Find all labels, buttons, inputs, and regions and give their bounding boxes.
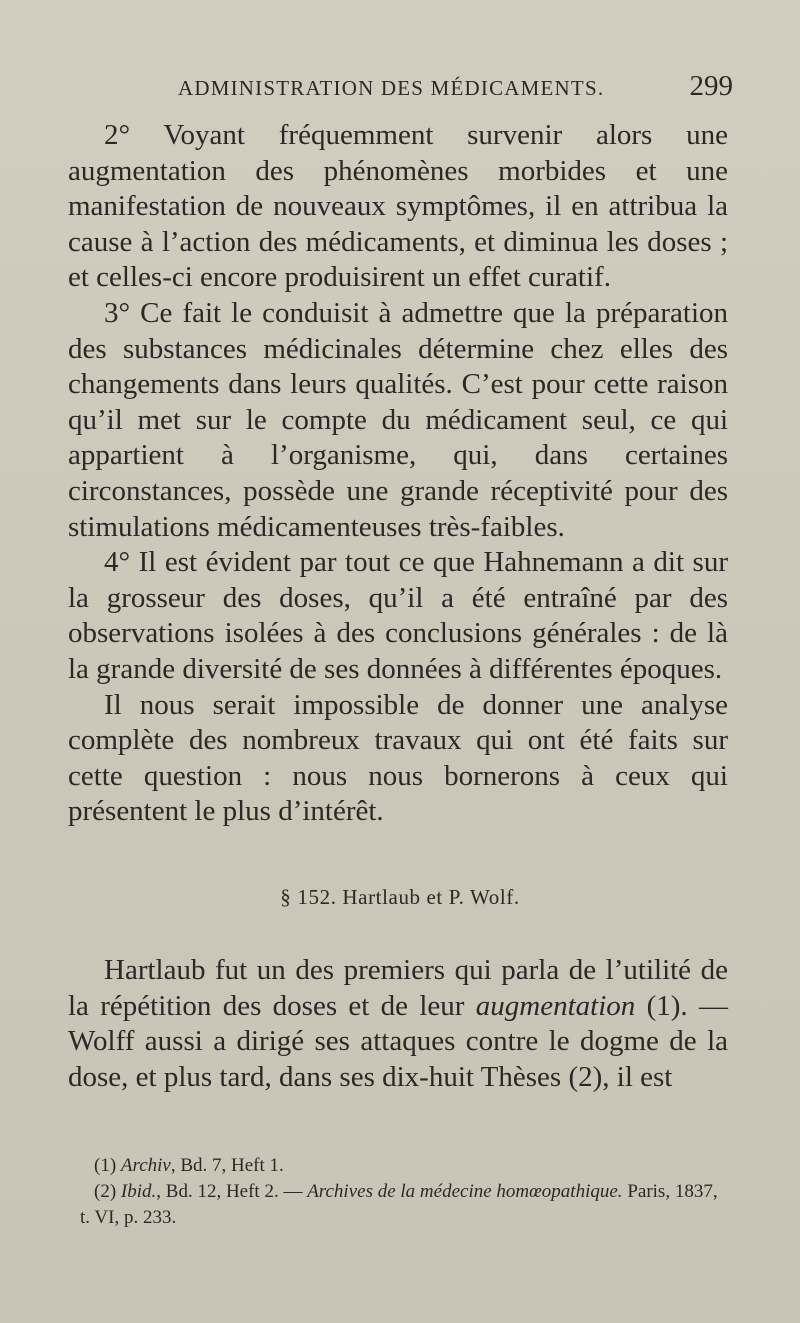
paragraph-text: Hartlaub fut un des premiers qui parla de l’utilité de la répétition des doses et de leur: [68, 954, 728, 1022]
footnotes: [80, 1153, 730, 1231]
footnote-title: Archiv: [120, 1155, 171, 1176]
footnote-journal: Archives de la médecine homœopathique.: [307, 1181, 623, 1202]
main-text: [68, 118, 728, 830]
footnote-text: , Bd. 7, Heft 1.: [170, 1155, 284, 1176]
emphasis: augmentation: [475, 989, 636, 1022]
page-header: [178, 70, 733, 103]
page-number: 299: [689, 70, 733, 102]
section-title: 152. Hartlaub et P. Wolf.: [297, 885, 520, 909]
footnote: [80, 1179, 730, 1231]
footnote-marker: (1): [94, 1155, 117, 1176]
section-symbol: §: [280, 885, 292, 909]
footnote-marker: (2): [94, 1181, 117, 1202]
paragraph-text: (1). — Wolff aussi a dirigé ses attaques contre le dogme de la dose, et plus tard, dans ses dix-huit Thèses (2), il est: [68, 989, 728, 1093]
section-heading: [0, 885, 800, 910]
paragraph: Il nous serait impossible de donner une analyse complète des nombreux travaux qui ont été faits sur cette question : nous nous bornerons à ceux qui présentent le plus d’intérêt.: [68, 688, 728, 828]
footnote-title: Ibid.: [120, 1181, 157, 1202]
paragraph: [68, 953, 728, 1095]
paragraph: 2° Voyant fréquemment survenir alors une augmentation des phénomènes morbides et une manifestation de nouveaux symptômes, il en attribua la cause à l’action des médicaments, et diminua les doses ; et celles-ci encore produisirent un effet curatif.: [68, 119, 728, 294]
footnote-text: Paris, 1837, t. VI, p. 233.: [80, 1181, 718, 1228]
footnote-text: , Bd. 12, Heft 2. —: [156, 1181, 308, 1202]
paragraph: 3° Ce fait le conduisit à admettre que la préparation des substances médicinales détermine chez elles des changements dans leurs qualités. C’est pour cette raison qu’il met sur le compte du médicament seul, ce qui appartient à l’organisme, qui, dans certaines circonstances, possède une grande réceptivité pour des stimulations médicamenteuses très-faibles.: [68, 296, 728, 543]
running-title: ADMINISTRATION DES MÉDICAMENTS.: [178, 76, 605, 100]
section-text: [68, 953, 728, 1095]
paragraph: 4° Il est évident par tout ce que Hahnemann a dit sur la grosseur des doses, qu’il a été entraîné par des observations isolées à des conclusions générales : de là la grande diversité de ses données à différentes époques.: [68, 546, 728, 685]
footnote: [80, 1153, 730, 1179]
